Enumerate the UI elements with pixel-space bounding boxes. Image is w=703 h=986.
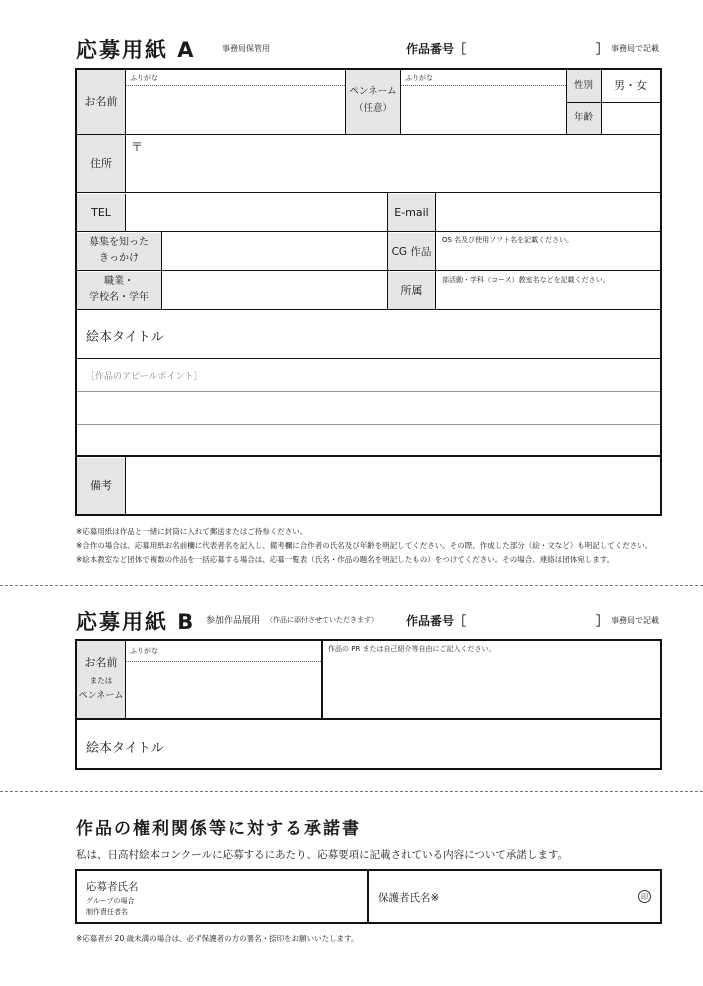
applicant-label: 応募者氏名 — [86, 881, 139, 893]
b-name-input-field[interactable] — [126, 662, 321, 718]
age-input-field[interactable] — [602, 103, 660, 133]
job-label-2: 学校名・学年 — [89, 292, 149, 303]
remarks-input-field[interactable] — [126, 458, 660, 514]
seal-mark-icon: 印 — [638, 890, 651, 903]
consent-title: 作品の権利関係等に対する承諾書 — [76, 819, 361, 839]
b-book-title-input-field[interactable] — [180, 722, 660, 768]
remarks-label: 備考 — [90, 479, 112, 492]
address-label: 住所 — [90, 156, 112, 170]
applicant-input-field[interactable] — [160, 871, 366, 922]
cg-note: OS 名及び使用ソフト名を記載ください。 — [442, 236, 574, 244]
furigana-label: ふりがな — [130, 74, 158, 82]
tel-label: TEL — [91, 205, 111, 219]
note-1: ※応募用紙は作品と一緒に封筒に入れて郵送またはご持参ください。 — [76, 527, 308, 536]
office-fill-label: 事務局で記載 — [611, 44, 659, 53]
b-name-label: お名前 — [84, 656, 118, 669]
penname-optional: （任意） — [353, 103, 392, 114]
email-label: E-mail — [394, 205, 429, 219]
source-label-1: 募集を知った — [89, 237, 149, 248]
attach-note: （作品に添付させていただきます） — [266, 616, 378, 624]
office-fill-b-label: 事務局で記載 — [611, 616, 659, 625]
appeal-label: ［作品のアピールポイント］ — [86, 372, 203, 382]
consent-footnote: ※応募者が 20 歳未満の場合は、必ず保護者の方の署名・捺印をお願いいたします。 — [76, 934, 359, 943]
note-2: ※合作の場合は、応募用紙お名前欄に代表者名を記入し、備考欄に合作者の氏名及び年齢を明記してください。その際、作成した部分（絵・文など）も明記してください。 — [76, 541, 653, 550]
cut-line-2 — [0, 791, 703, 792]
name-label: お名前 — [84, 95, 118, 108]
pr-note: 作品の PR または自己紹介等自由にご記入ください。 — [328, 645, 496, 653]
cg-label: CG 作品 — [391, 245, 432, 258]
guardian-input-field[interactable] — [450, 871, 635, 922]
affiliation-label: 所属 — [400, 283, 423, 297]
penname-furigana-label: ふりがな — [405, 74, 433, 82]
consent-statement: 私は、日高村絵本コンクールに応募するにあたり、応募要項に記載されている内容について承諾します。 — [76, 849, 569, 861]
pr-input-field[interactable] — [324, 655, 660, 718]
gender-label: 性別 — [573, 80, 593, 91]
form-a-title: 応募用紙 A — [76, 38, 196, 62]
book-title-input-field[interactable] — [180, 312, 660, 356]
b-book-title-label: 絵本タイトル — [86, 741, 164, 756]
note-3: ※絵本教室など団体で複数の作品を一括応募する場合は、応募一覧表（氏名・作品の題名を明記したもの）をつけてください。その場合、連絡は団体宛します。 — [76, 555, 615, 564]
group-note-1: グループの場合 — [86, 897, 135, 905]
office-use-label: 事務局保管用 — [222, 44, 270, 53]
cut-line — [0, 585, 703, 586]
work-number-label: 作品番号［ — [406, 42, 467, 56]
form-b-title: 応募用紙 B — [76, 610, 196, 634]
age-label: 年齢 — [573, 112, 593, 123]
penname-input-field[interactable] — [401, 86, 566, 133]
exhibit-use-label: 参加作品展用 — [206, 616, 261, 626]
work-number-close: ］ — [596, 42, 609, 56]
source-label-2: きっかけ — [99, 253, 139, 264]
penname-label: ペンネーム — [349, 86, 397, 97]
guardian-label: 保護者氏名※ — [378, 892, 440, 904]
b-furigana-label: ふりがな — [130, 647, 158, 655]
cg-input-field[interactable] — [436, 245, 660, 270]
appeal-input-field[interactable] — [78, 380, 660, 455]
job-input-field[interactable] — [162, 272, 386, 309]
name-input-field[interactable] — [126, 86, 345, 133]
gender-options[interactable]: 男・女 — [614, 79, 647, 92]
work-number-b-close: ］ — [596, 614, 609, 628]
book-title-label: 絵本タイトル — [86, 330, 164, 345]
affiliation-note: 部活動・学科（コース）教室名などを記載ください。 — [442, 276, 610, 284]
work-number-b-label: 作品番号［ — [406, 614, 467, 628]
affiliation-input-field[interactable] — [436, 285, 660, 309]
postal-mark: 〒 — [131, 140, 144, 154]
b-or-label: または — [89, 676, 113, 685]
group-note-2: 制作責任者名 — [86, 908, 128, 916]
job-label-1: 職業・ — [104, 276, 134, 287]
source-input-field[interactable] — [162, 233, 386, 270]
email-input-field[interactable] — [436, 194, 660, 231]
address-input-field[interactable] — [126, 136, 660, 191]
b-penname-label: ペンネーム — [78, 691, 124, 701]
tel-input-field[interactable] — [126, 194, 386, 231]
